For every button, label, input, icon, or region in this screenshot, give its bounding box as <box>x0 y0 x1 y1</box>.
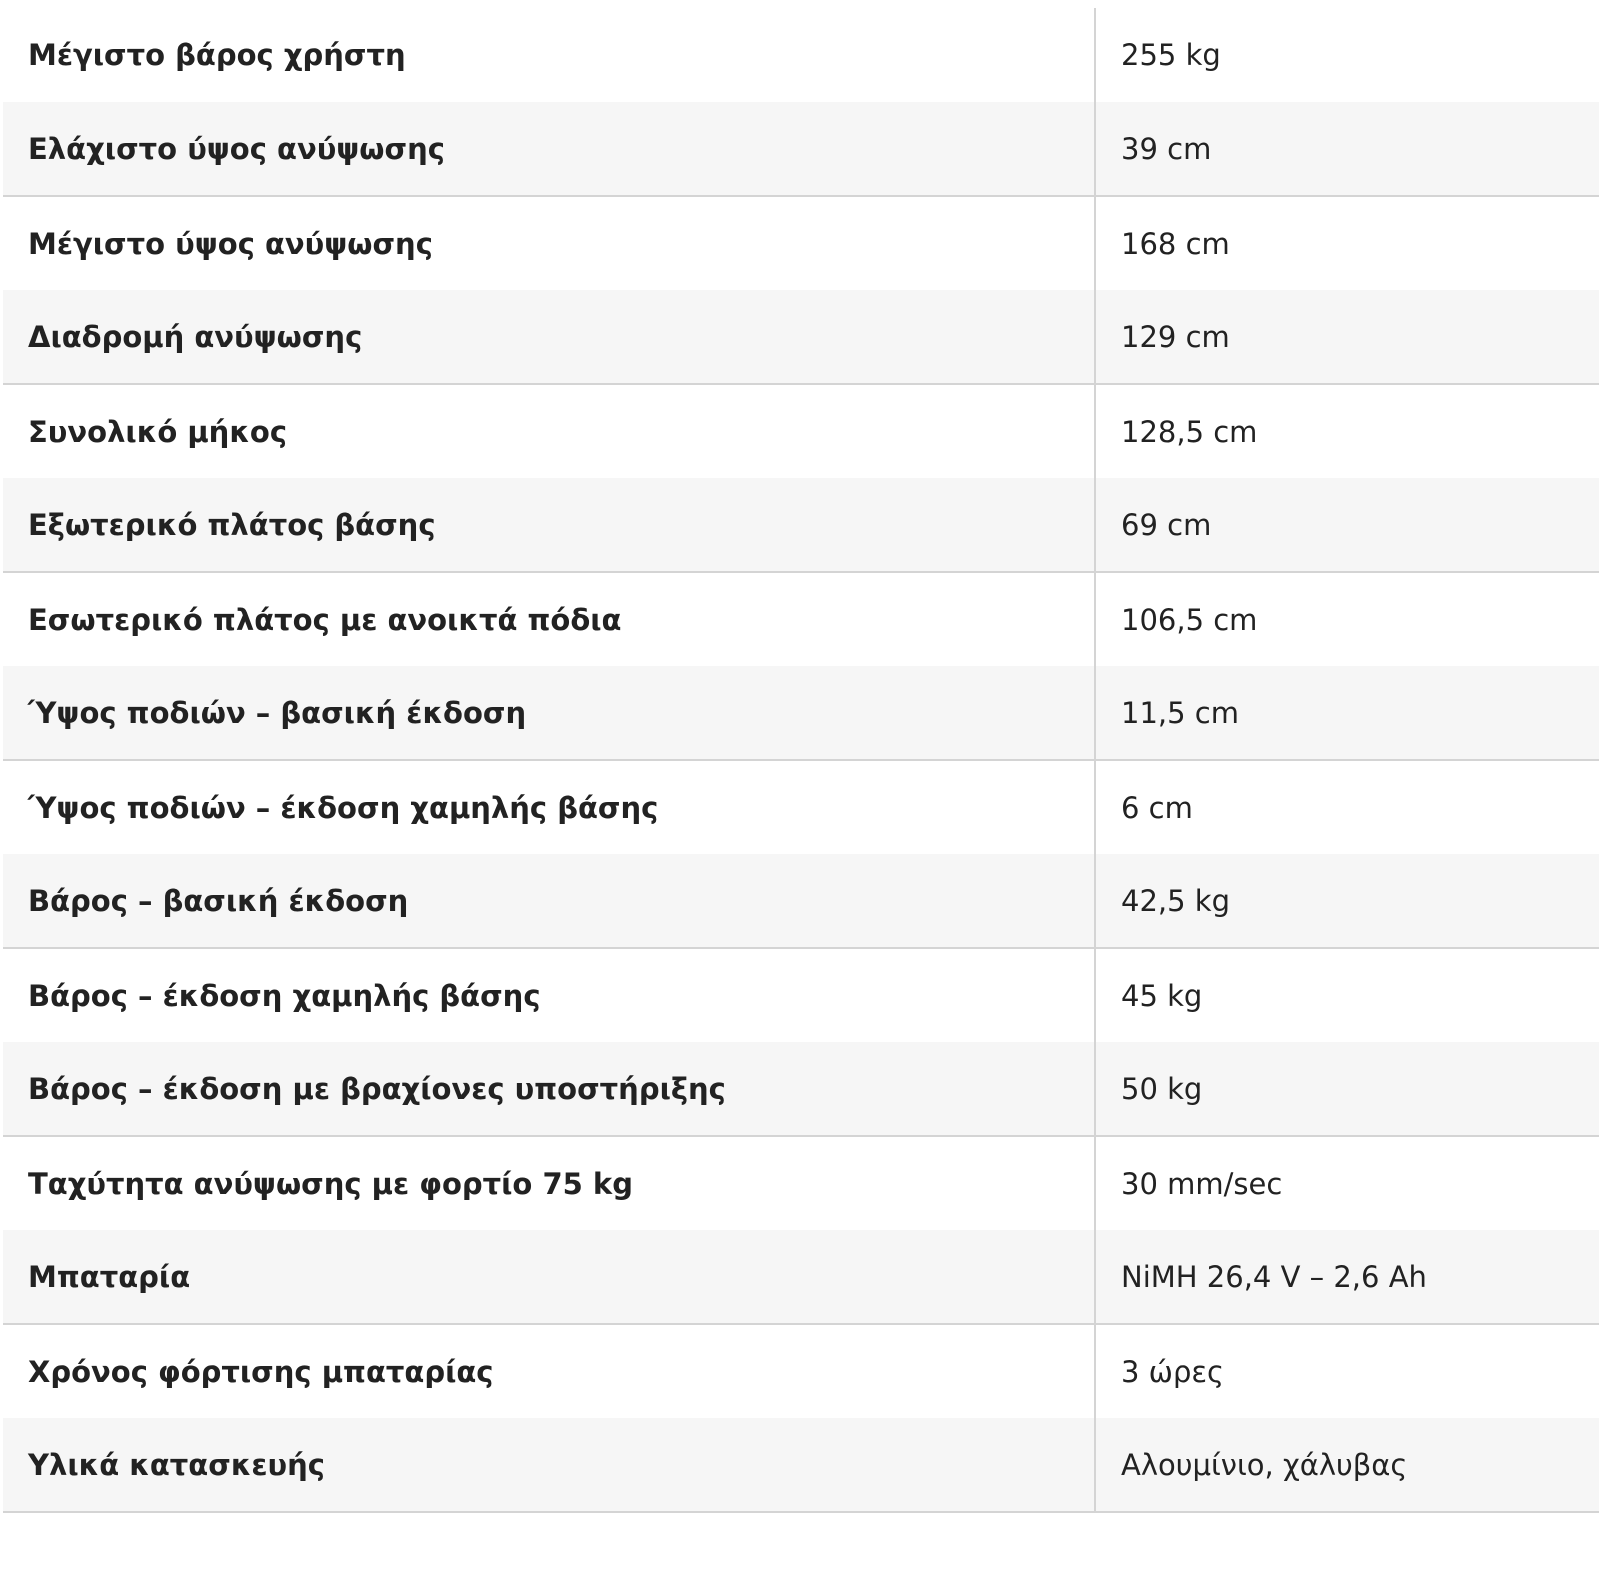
spec-value: 3 ώρες <box>1095 1324 1599 1418</box>
table-row <box>3 948 1599 1042</box>
spec-value: 129 cm <box>1095 290 1599 384</box>
spec-label: Εσωτερικό πλάτος με ανοικτά πόδια <box>3 572 1095 666</box>
spec-value: NiMH 26,4 V – 2,6 Ah <box>1095 1230 1599 1324</box>
spec-label: Ύψος ποδιών – βασική έκδοση <box>3 666 1095 760</box>
table-row <box>3 290 1599 384</box>
table-row <box>3 1230 1599 1324</box>
spec-label: Εξωτερικό πλάτος βάσης <box>3 478 1095 572</box>
spec-label: Ύψος ποδιών – έκδοση χαμηλής βάσης <box>3 760 1095 854</box>
spec-label: Συνολικό μήκος <box>3 384 1095 478</box>
table-row <box>3 8 1599 102</box>
table-row <box>3 1324 1599 1418</box>
spec-value: 45 kg <box>1095 948 1599 1042</box>
spec-label: Χρόνος φόρτισης μπαταρίας <box>3 1324 1095 1418</box>
table-row <box>3 478 1599 572</box>
table-row <box>3 1136 1599 1230</box>
spec-label: Βάρος – βασική έκδοση <box>3 854 1095 948</box>
specifications-table <box>3 8 1599 1513</box>
table-row <box>3 102 1599 196</box>
specifications-table-body <box>3 8 1599 1512</box>
spec-label: Μπαταρία <box>3 1230 1095 1324</box>
table-row <box>3 1042 1599 1136</box>
spec-value: 50 kg <box>1095 1042 1599 1136</box>
spec-value: 128,5 cm <box>1095 384 1599 478</box>
spec-value: 69 cm <box>1095 478 1599 572</box>
spec-value: 11,5 cm <box>1095 666 1599 760</box>
spec-label: Βάρος – έκδοση χαμηλής βάσης <box>3 948 1095 1042</box>
table-row <box>3 196 1599 290</box>
spec-value: 168 cm <box>1095 196 1599 290</box>
spec-value: 106,5 cm <box>1095 572 1599 666</box>
spec-label: Υλικά κατασκευής <box>3 1418 1095 1512</box>
spec-value: 42,5 kg <box>1095 854 1599 948</box>
spec-label: Μέγιστο βάρος χρήστη <box>3 8 1095 102</box>
spec-value: 30 mm/sec <box>1095 1136 1599 1230</box>
table-row <box>3 854 1599 948</box>
spec-label: Βάρος – έκδοση με βραχίονες υποστήριξης <box>3 1042 1095 1136</box>
spec-label: Διαδρομή ανύψωσης <box>3 290 1095 384</box>
spec-value: Αλουμίνιο, χάλυβας <box>1095 1418 1599 1512</box>
table-row <box>3 572 1599 666</box>
spec-label: Ταχύτητα ανύψωσης με φορτίο 75 kg <box>3 1136 1095 1230</box>
spec-label: Μέγιστο ύψος ανύψωσης <box>3 196 1095 290</box>
spec-value: 39 cm <box>1095 102 1599 196</box>
table-row <box>3 384 1599 478</box>
table-row <box>3 666 1599 760</box>
table-row <box>3 760 1599 854</box>
spec-value: 255 kg <box>1095 8 1599 102</box>
table-row <box>3 1418 1599 1512</box>
spec-label: Ελάχιστο ύψος ανύψωσης <box>3 102 1095 196</box>
spec-value: 6 cm <box>1095 760 1599 854</box>
